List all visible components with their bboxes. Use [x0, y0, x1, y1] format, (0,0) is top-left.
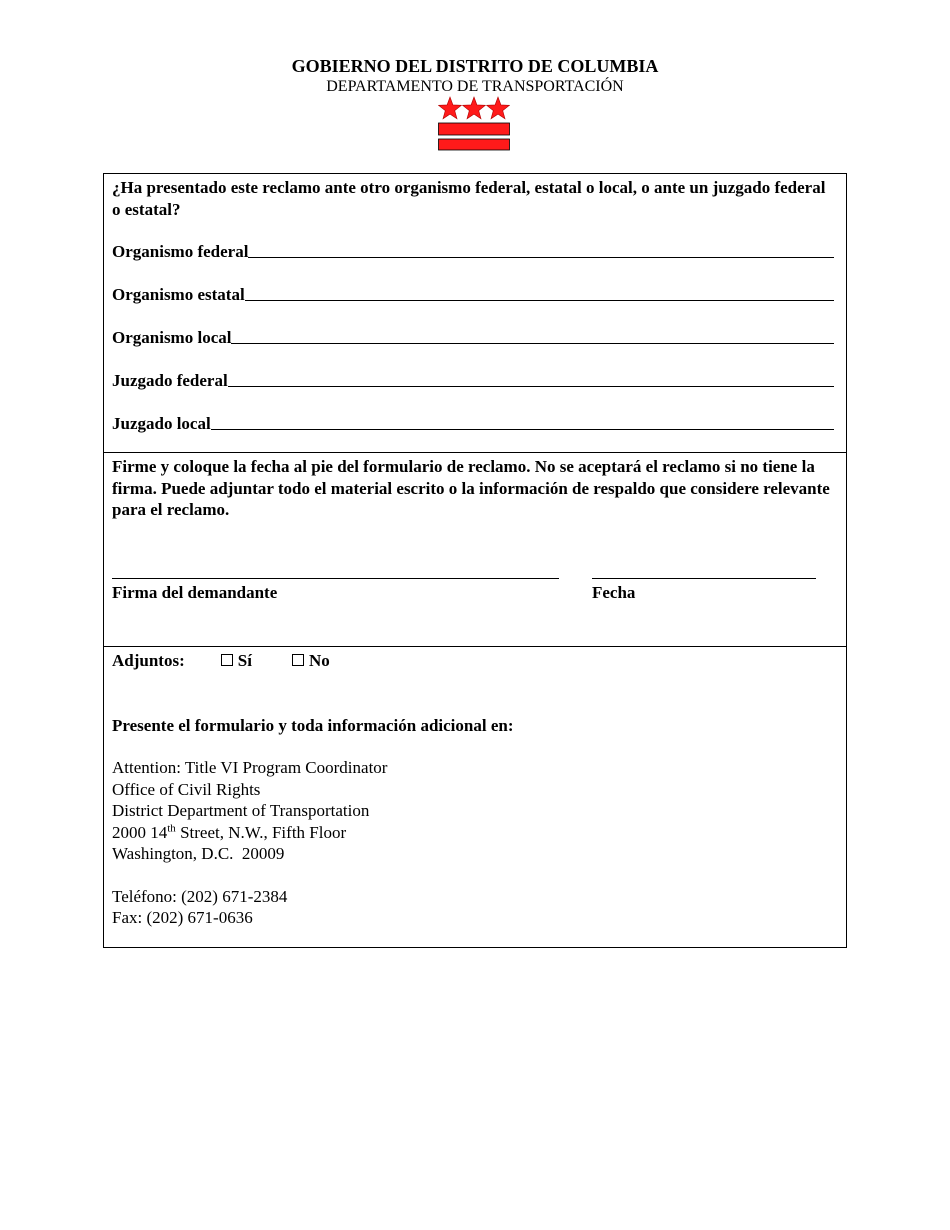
local-agency-label: Organismo local — [112, 328, 232, 347]
date-label: Fecha — [592, 583, 636, 602]
complaint-form — [103, 173, 847, 948]
address-line-city: Washington, D.C. 20009 — [112, 844, 285, 863]
address-line-street: 2000 14th Street, N.W., Fifth Floor — [112, 821, 347, 842]
no-label: No — [308, 651, 330, 670]
submit-heading: Presente el formulario y toda información adicional en: — [112, 715, 514, 735]
flag-bar-top — [439, 123, 510, 135]
yes-label: Sí — [237, 651, 252, 670]
dc-flag-logo — [438, 96, 510, 152]
federal-agency-input[interactable] — [248, 241, 834, 258]
fax-number: Fax: (202) 671-0636 — [112, 908, 253, 927]
document-header — [0, 56, 950, 96]
attachments-yes-option[interactable] — [221, 650, 252, 672]
flag-bar-bottom — [439, 139, 510, 150]
attachments-row — [112, 650, 838, 672]
no-checkbox[interactable] — [292, 654, 304, 666]
federal-court-label: Juzgado federal — [112, 371, 228, 390]
address-line-department: District Department of Transportation — [112, 801, 370, 820]
federal-court-input[interactable] — [228, 370, 834, 387]
federal-agency-field[interactable] — [112, 241, 838, 263]
federal-court-field[interactable] — [112, 370, 838, 392]
submission-section — [104, 646, 846, 947]
contact-info — [112, 886, 838, 929]
local-agency-field[interactable] — [112, 327, 838, 349]
flag-stars — [439, 97, 510, 119]
phone-number: Teléfono: (202) 671-2384 — [112, 886, 288, 906]
signature-instructions: Firme y coloque la fecha al pie del formulario de reclamo. No se aceptará el reclamo si no tiene la firma. Puede adjuntar todo el material escrito o la información de respaldo que considere relevante para el reclamo. — [112, 457, 830, 519]
other-agency-question: ¿Ha presentado este reclamo ante otro organismo federal, estatal o local, o ante un juzgado federal o estatal? — [112, 178, 826, 219]
local-court-label: Juzgado local — [112, 414, 211, 433]
other-agency-section — [104, 174, 846, 452]
signature-section — [104, 452, 846, 646]
state-agency-input[interactable] — [245, 284, 834, 301]
star-icon — [463, 97, 486, 119]
local-court-field[interactable] — [112, 413, 838, 435]
signature-line[interactable] — [112, 578, 559, 579]
federal-agency-label: Organismo federal — [112, 242, 249, 261]
address-line-attention: Attention: Title VI Program Coordinator — [112, 758, 388, 777]
yes-checkbox[interactable] — [221, 654, 233, 666]
address-line-office: Office of Civil Rights — [112, 779, 261, 799]
local-agency-input[interactable] — [231, 327, 834, 344]
state-agency-label: Organismo estatal — [112, 285, 245, 304]
department-title: DEPARTAMENTO DE TRANSPORTACIÓN — [326, 78, 624, 95]
attachments-no-option[interactable] — [292, 650, 330, 672]
signature-label: Firma del demandante — [112, 583, 278, 602]
local-court-input[interactable] — [211, 413, 834, 430]
state-agency-field[interactable] — [112, 284, 838, 306]
star-icon — [487, 97, 510, 119]
government-title: GOBIERNO DEL DISTRITO DE COLUMBIA — [291, 56, 659, 76]
attachments-label: Adjuntos: — [112, 651, 185, 670]
star-icon — [439, 97, 462, 119]
date-line[interactable] — [592, 578, 816, 579]
mailing-address — [112, 757, 838, 865]
